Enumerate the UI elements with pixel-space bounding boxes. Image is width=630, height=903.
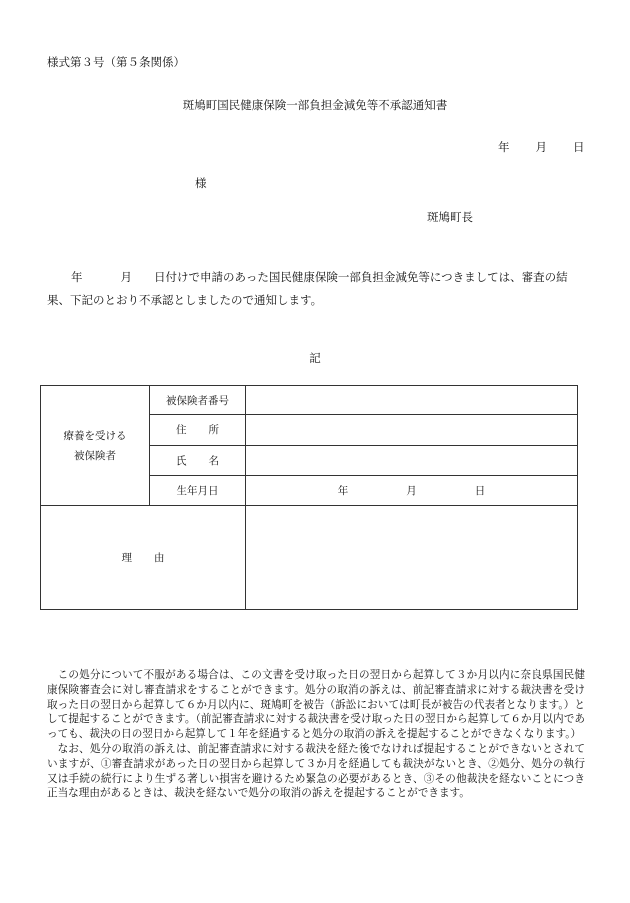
appeal-note-paragraph-2: なお、処分の取消の訴えは、前記審査請求に対する裁決を経た後でなければ提起することができないとされていますが、①審査請求があった日の翌日から起算して３か月を経過しても裁決がないとき、②処分、処分の執行又は手続の続行により生ずる著しい損害を避けるため緊急の必要があるとき、③その他裁決を経ないことにつき正当な理由があるときは、裁決を経ないで処分の取消の訴えを提起することができます。: [47, 742, 585, 800]
patient-label-cell: [41, 386, 150, 506]
ki-heading: 記: [309, 351, 321, 365]
name-value: [246, 445, 578, 475]
appeal-note-paragraph-1: この処分について不服がある場合は、この文書を受け取った日の翌日から起算して３か月以内に奈良県国民健康保険審査会に対し審査請求をすることができます。処分の取消の訴えは、前記審査請求に対する裁決書を受け取った日の翌日から起算して６か月以内に、斑鳩町を被告（訴訟においては町長が被告の代表者となります。）として提起することができます。（前記審査請求に対する裁決書を受け取った日の翌日から起算して６か月以内であっても、裁決の日の翌日から起算して１年を経過すると処分の取消の訴えを提起することができなくなります。）: [47, 669, 585, 741]
date-year: 年: [498, 140, 510, 154]
patient-label-line2: 被保険者: [74, 449, 116, 462]
body-month: 月: [120, 270, 132, 284]
addressee-suffix: 様: [195, 176, 207, 190]
address-value: [246, 415, 578, 445]
document-title: 斑鳩町国民健康保険一部負担金減免等不承認通知書: [182, 98, 448, 112]
birthdate-value: 年 月 日: [246, 475, 578, 505]
insured-number-label: 被保険者番号: [150, 386, 246, 415]
address-label: 住 所: [150, 415, 246, 445]
patient-info-table: [40, 385, 578, 610]
date-line: [498, 139, 585, 155]
name-label: 氏 名: [150, 445, 246, 475]
form-number: 様式第３号（第５条関係）: [47, 55, 185, 69]
birthdate-label: 生年月日: [150, 475, 246, 505]
issuer-name: 斑鳩町長: [427, 210, 473, 224]
reason-value: [246, 506, 578, 610]
body-text: 日付けで申請のあった国民健康保険一部負担金減免等につきましては、審査の結果、下記のとおり不承認としましたので通知します。: [47, 270, 568, 307]
notice-body: [47, 266, 587, 312]
date-day: 日: [573, 140, 585, 154]
reason-label: 理 由: [41, 506, 246, 610]
body-year: 年: [71, 270, 83, 284]
date-month: 月: [535, 140, 547, 154]
patient-label-line1: 療養を受ける: [63, 429, 127, 442]
appeal-notes: [47, 668, 585, 801]
insured-number-value: [246, 386, 578, 415]
